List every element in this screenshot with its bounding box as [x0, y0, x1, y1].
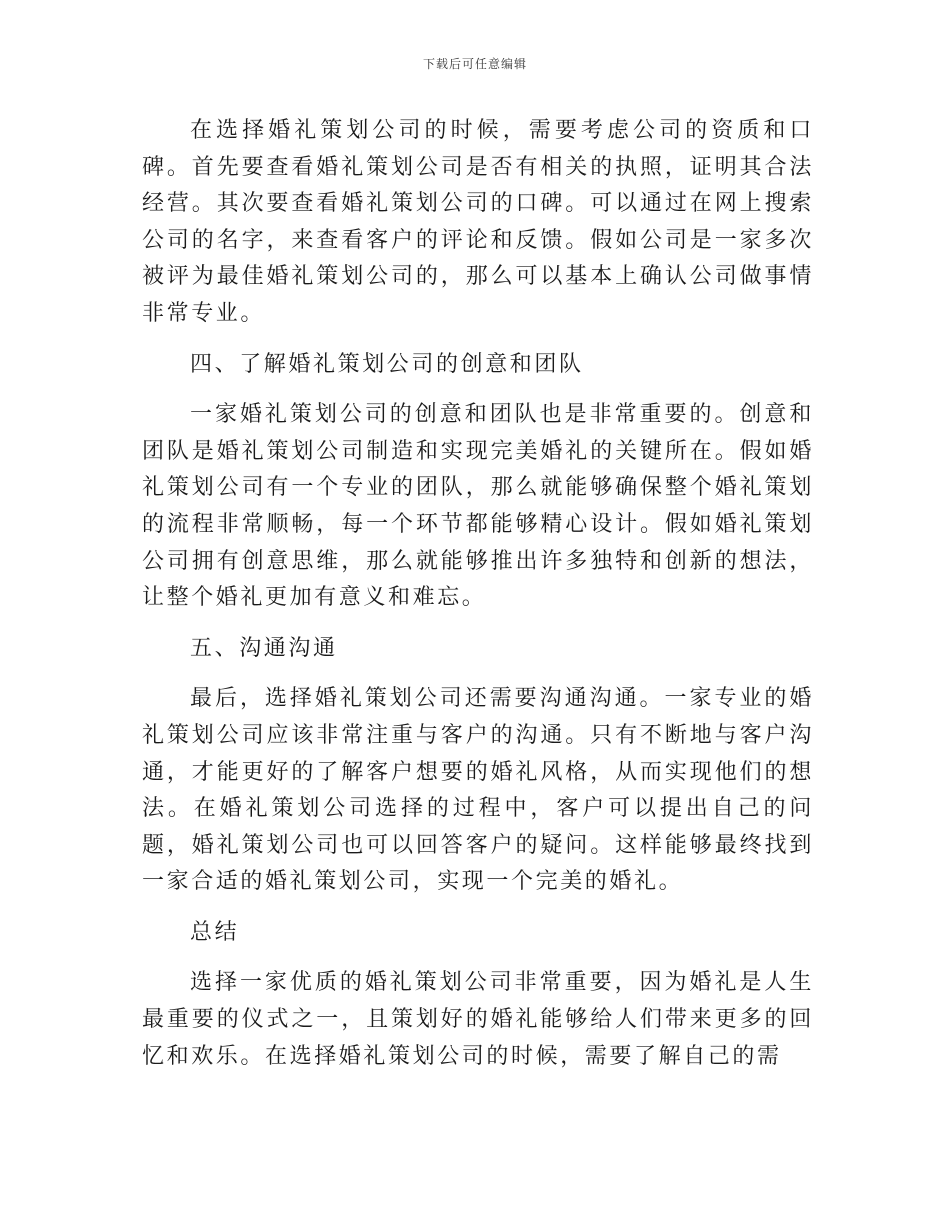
document-body	[142, 113, 814, 1089]
page-header: 下载后可任意编辑	[422, 57, 527, 71]
section-heading-summary: 总结	[190, 919, 240, 945]
paragraph-qualification: 在选择婚礼策划公司的时候，需要考虑公司的资质和口碑。首先要查看婚礼策划公司是否有相关的执照，证明其合法经营。其次要查看婚礼策划公司的口碑。可以通过在网上搜索公司的名字，来查看客户的评论和反馈。假如公司是一家多次被评为最佳婚礼策划公司的，那么可以基本上确认公司做事情非常专业。	[142, 118, 814, 326]
section-heading-communication: 五、沟通沟通	[190, 635, 338, 661]
paragraph-summary: 选择一家优质的婚礼策划公司非常重要，因为婚礼是人生最重要的仪式之一，且策划好的婚礼能够给人们带来更多的回忆和欢乐。在选择婚礼策划公司的时候，需要了解自己的需	[142, 970, 814, 1069]
paragraph-creativity-team: 一家婚礼策划公司的创意和团队也是非常重要的。创意和团队是婚礼策划公司制造和实现完美婚礼的关键所在。假如婚礼策划公司有一个专业的团队，那么就能够确保整个婚礼策划的流程非常顺畅，每一个环节都能够精心设计。假如婚礼策划公司拥有创意思维，那么就能够推出许多独特和创新的想法，让整个婚礼更加有意义和难忘。	[142, 402, 814, 611]
section-heading-creativity-team: 四、了解婚礼策划公司的创意和团队	[190, 351, 584, 377]
paragraph-communication: 最后，选择婚礼策划公司还需要沟通沟通。一家专业的婚礼策划公司应该非常注重与客户的沟通。只有不断地与客户沟通，才能更好的了解客户想要的婚礼风格，从而实现他们的想法。在婚礼策划公司选择的过程中，客户可以提出自己的问题，婚礼策划公司也可以回答客户的疑问。这样能够最终找到一家合适的婚礼策划公司，实现一个完美的婚礼。	[142, 686, 814, 895]
